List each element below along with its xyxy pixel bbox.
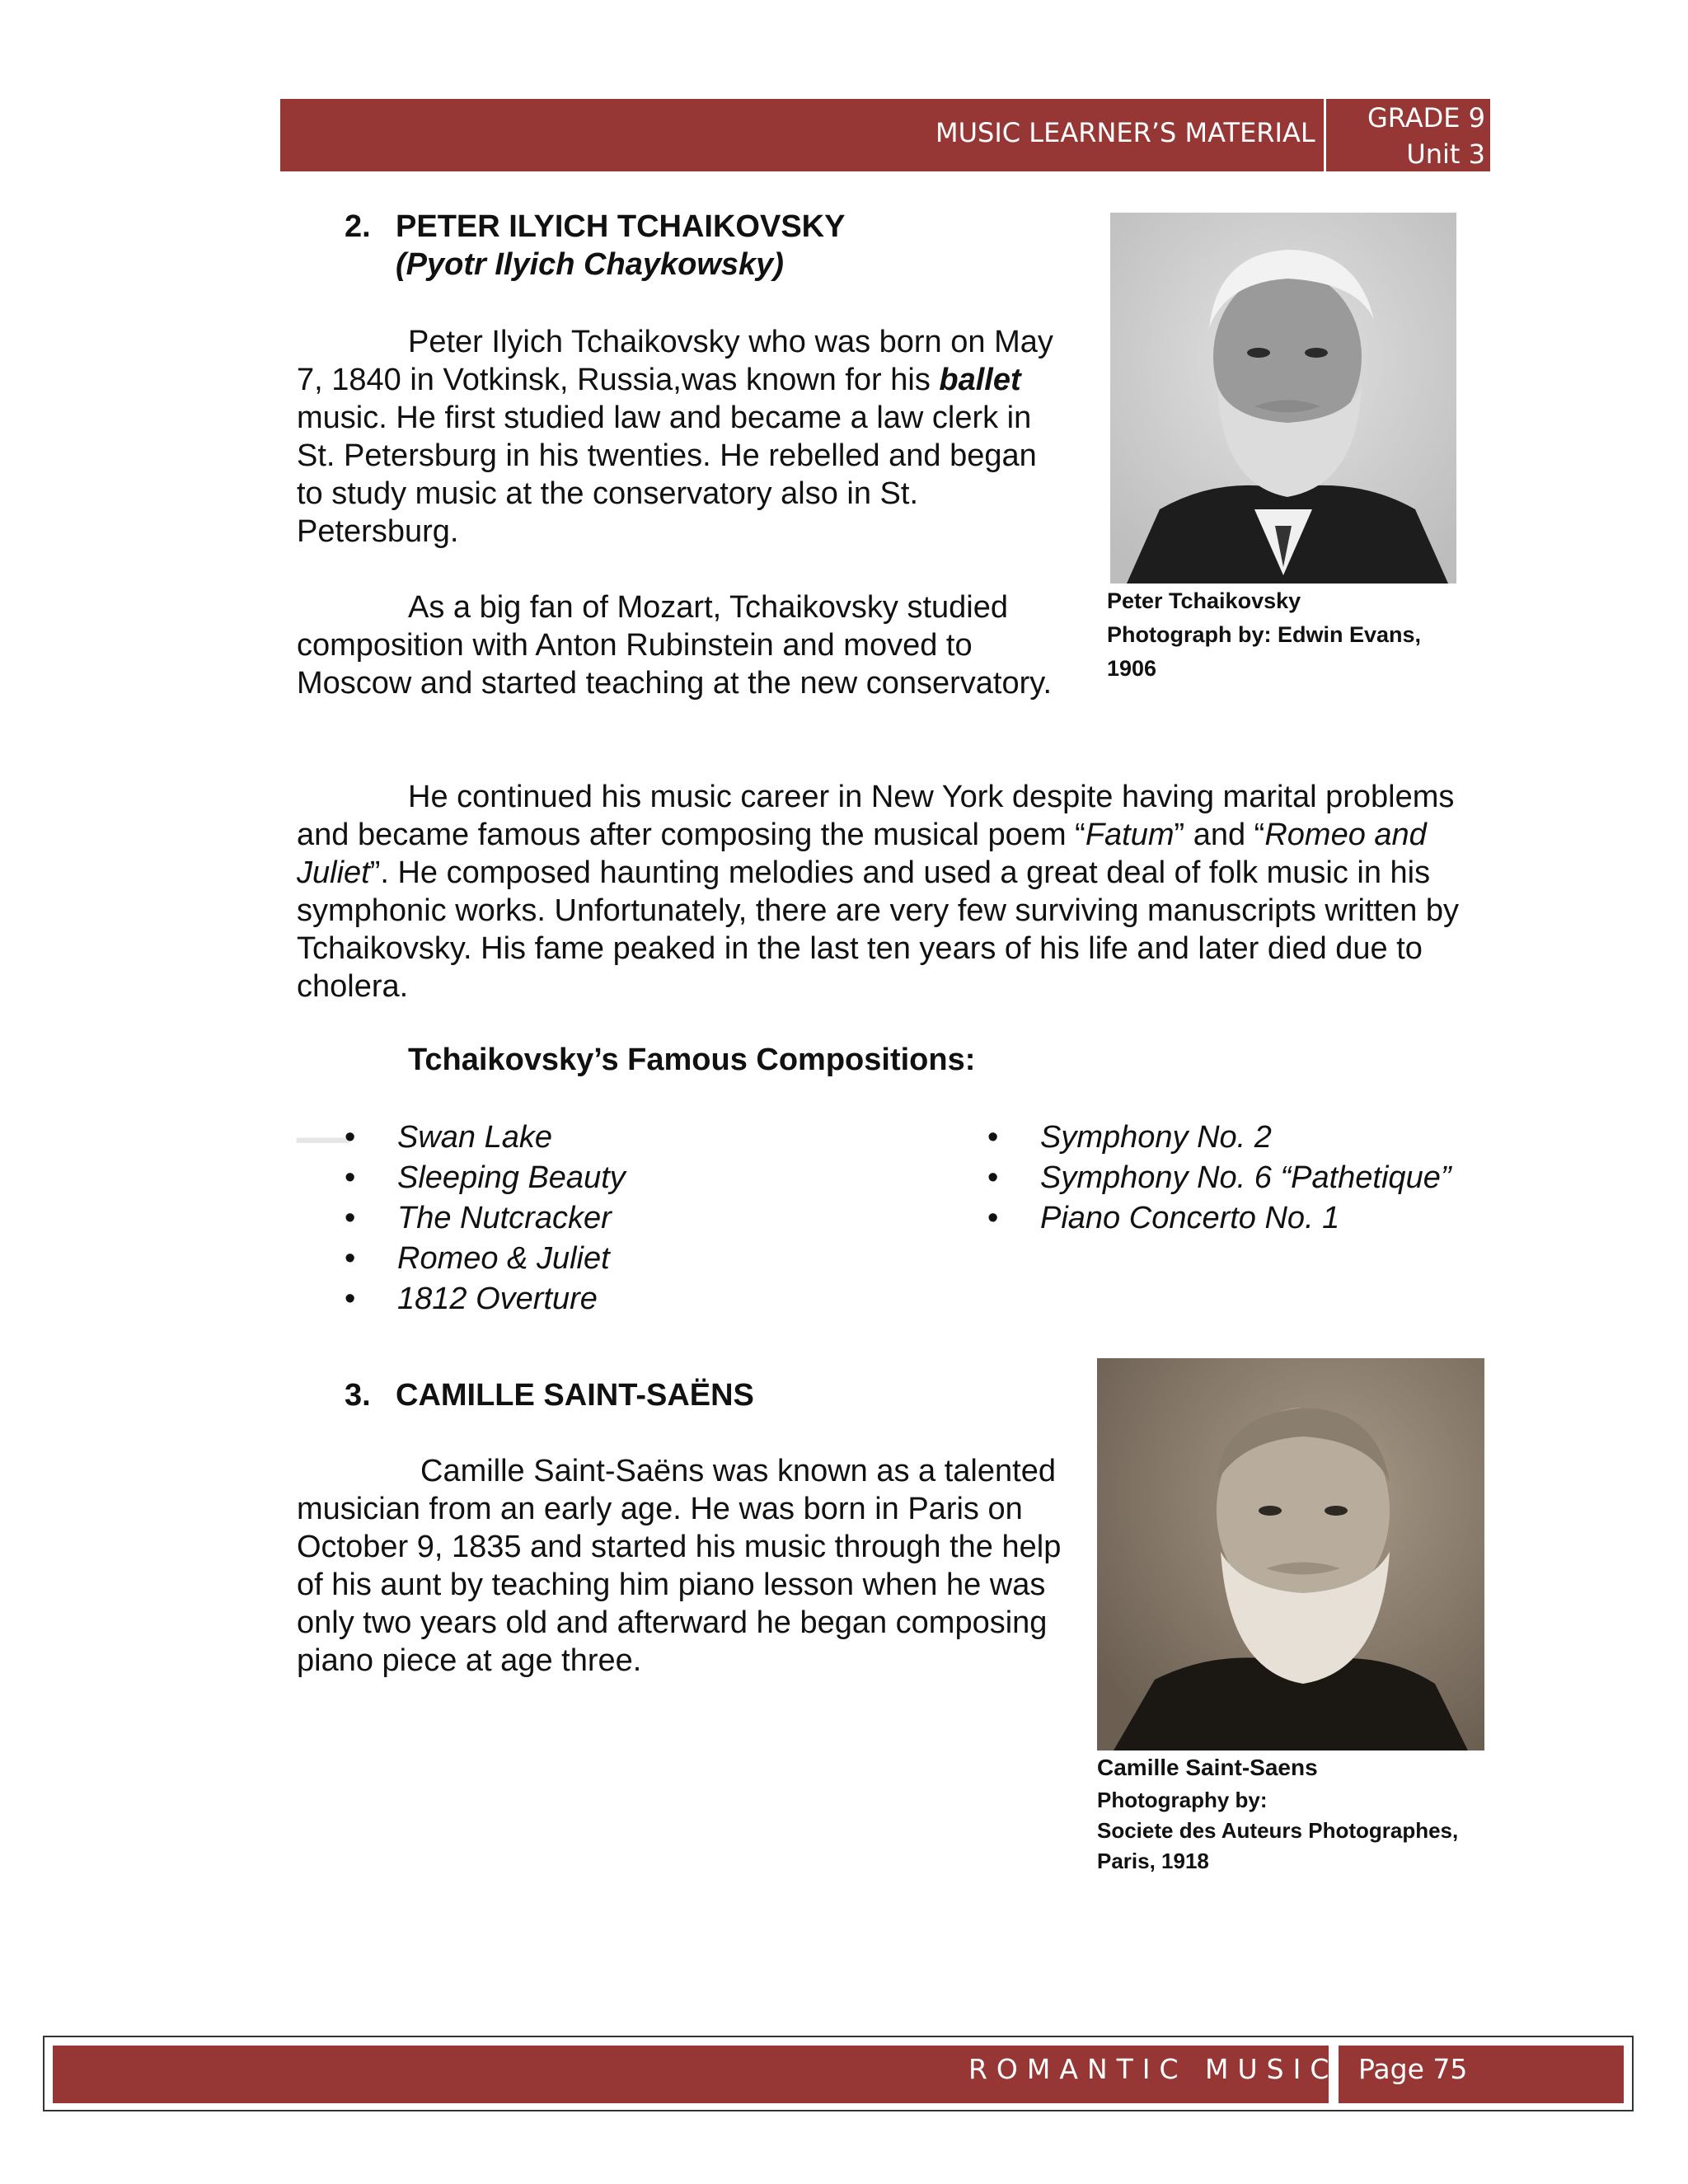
tchaikovsky-bio-2: As a big fan of Mozart, Tchaikovsky studied composition with Anton Rubinstein and moved to Moscow and started teaching at the new conservatory. (297, 590, 1053, 701)
tchaikovsky-bio-3: He continued his music career in New York despite having marital problems and became famous after composing the musical poem “Fatum” and “Romeo and Juliet”. He composed haunting melodies and used a great deal of folk music in his symphonic works. Unfortunately, there are very few surviving manuscripts written by Tchaikovsky. His fame peaked in the last ten years of his life and later died due to cholera. (297, 780, 1460, 1004)
saint-saens-bio: Camille Saint-Saëns was known as a talented musician from an early age. He was born in Paris on October 9, 1835 and started his music through the help of his aunt by teaching him piano lesson when he was only two years old and afterward he began composing piano piece at age three. (297, 1454, 1062, 1678)
list-item: • Romeo & Juliet (345, 1239, 626, 1279)
tchaikovsky-bio-1: Peter Ilyich Tchaikovsky who was born on May 7, 1840 in Votkinsk, Russia,was known for his ballet music. He first studied law and became a law clerk in St. Petersburg in his twenties. He rebelled and began to study music at the conservatory also in St. Petersburg. (297, 325, 1053, 549)
header-unit: Unit 3 (1406, 138, 1485, 170)
list-item: • 1812 Overture (345, 1279, 626, 1319)
compositions-heading: Tchaikovsky’s Famous Compositions: (408, 1043, 976, 1077)
saint-saens-caption: Camille Saint-Saens Photography by: Societe des Auteurs Photographes, Paris, 1918 (1097, 1755, 1459, 1873)
section-number: 3. (345, 1378, 371, 1413)
list-item: • Symphony No. 6 “Pathetique” (987, 1158, 1451, 1198)
list-item: • Symphony No. 2 (987, 1118, 1451, 1158)
saint-saens-photo (1097, 1358, 1484, 1750)
page-number: Page 75 (1358, 2053, 1468, 2085)
header-divider (1324, 99, 1326, 171)
header-grade-unit (1352, 100, 1485, 172)
list-item: • The Nutcracker (345, 1198, 626, 1239)
portrait-image (1097, 1358, 1484, 1750)
section-name: CAMILLE SAINT-SAËNS (396, 1378, 754, 1413)
portrait-image (1110, 213, 1456, 583)
section-heading-tchaikovsky (345, 209, 845, 245)
list-item: • Sleeping Beauty (345, 1158, 626, 1198)
section-name: PETER ILYICH TCHAIKOVSKY (396, 209, 846, 244)
watermark-fragment: ─ (297, 1097, 349, 1179)
header-grade: GRADE 9 (1367, 102, 1485, 134)
footer-topic: ROMANTIC MUSIC (968, 2053, 1339, 2085)
section-heading-saint-saens (345, 1378, 754, 1413)
tchaikovsky-photo (1110, 213, 1456, 583)
header-title: MUSIC LEARNER’S MATERIAL (935, 117, 1315, 148)
compositions-list-right (987, 1118, 1451, 1239)
list-item: • Swan Lake (345, 1118, 626, 1158)
tchaikovsky-caption: Peter Tchaikovsky Photograph by: Edwin Evans, 1906 (1107, 588, 1422, 681)
ballet-emphasis: ballet (939, 363, 1021, 397)
section-number: 2. (345, 209, 371, 244)
list-item: • Piano Concerto No. 1 (987, 1198, 1451, 1239)
section-alt-name: (Pyotr Ilyich Chaykowsky) (396, 247, 784, 282)
compositions-list-left (345, 1118, 626, 1319)
